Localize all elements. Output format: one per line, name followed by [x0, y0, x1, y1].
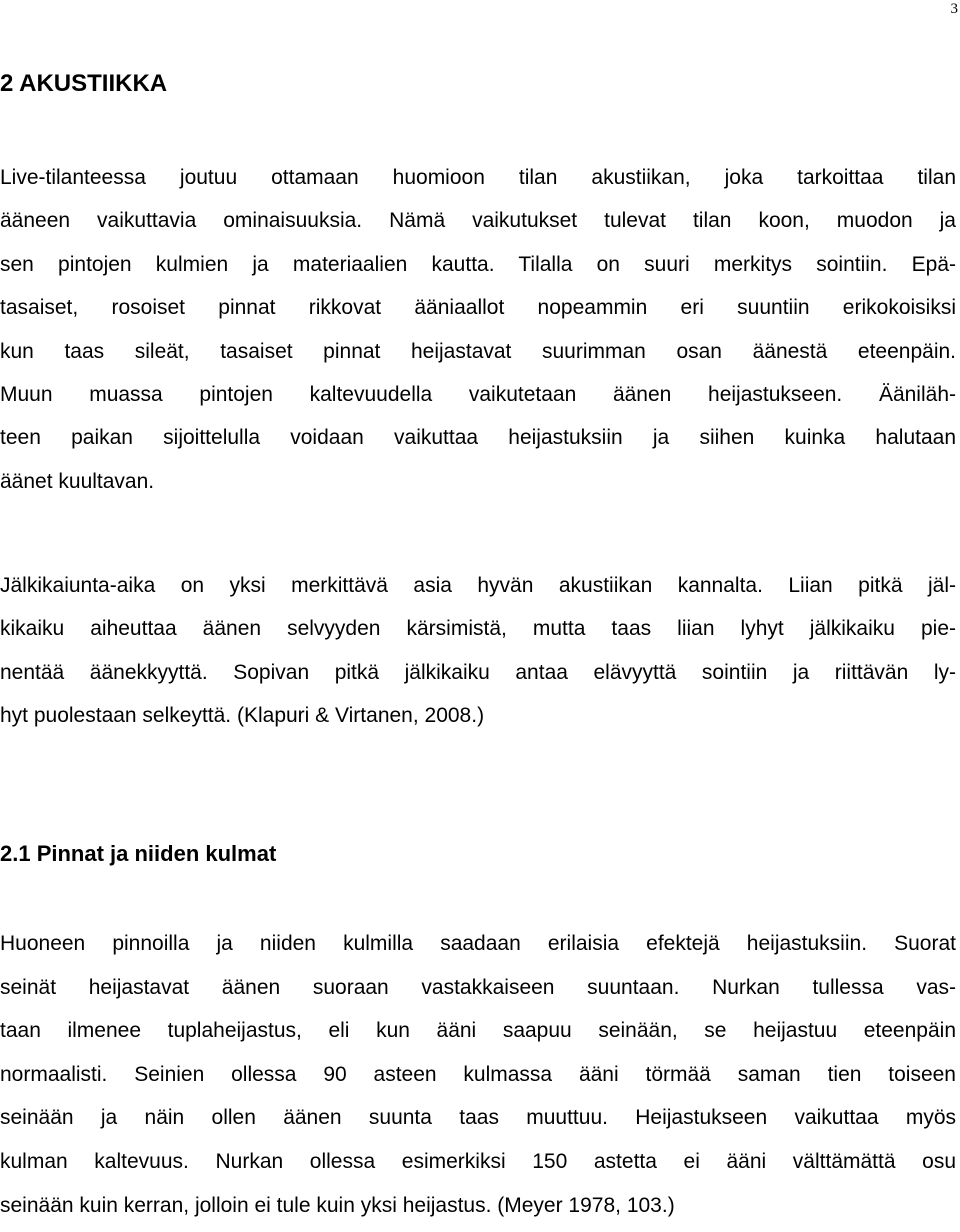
- text-line: seinät heijastavat äänen suoraan vastakkaiseen suuntaan. Nurkan tullessa vas-: [0, 975, 956, 999]
- text-line: normaalisti. Seinien ollessa 90 asteen kulmassa ääni törmää saman tien toiseen: [0, 1062, 956, 1086]
- text-line: seinään kuin kerran, jolloin ei tule kuin yksi heijastus. (Meyer 1978, 103.): [0, 1193, 675, 1217]
- text-line: kulman kaltevuus. Nurkan ollessa esimerkiksi 150 astetta ei ääni välttämättä osu: [0, 1149, 956, 1173]
- text-line: sen pintojen kulmien ja materiaalien kautta. Tilalla on suuri merkitys sointiin. Epä-: [0, 252, 956, 276]
- text-line: taan ilmenee tuplaheijastus, eli kun ääni saapuu seinään, se heijastuu eteenpäin: [0, 1019, 956, 1043]
- text-line: kun taas sileät, tasaiset pinnat heijastavat suurimman osan äänestä eteenpäin.: [0, 339, 956, 363]
- text-line: teen paikan sijoittelulla voidaan vaikuttaa heijastuksiin ja siihen kuinka halutaan: [0, 426, 956, 450]
- text-line: seinään ja näin ollen äänen suunta taas muuttuu. Heijastukseen vaikuttaa myös: [0, 1106, 956, 1130]
- paragraph-reverberation: [0, 564, 956, 738]
- paragraph-surfaces-corners: [0, 922, 956, 1227]
- text-line: nentää äänekkyyttä. Sopivan pitkä jälkikaiku antaa elävyyttä sointiin ja riittävän ly-: [0, 660, 956, 684]
- page-number: 3: [950, 1, 958, 17]
- text-line: tasaiset, rosoiset pinnat rikkovat ääniaallot nopeammin eri suuntiin erikokoisiksi: [0, 296, 956, 320]
- paragraph-acoustics-intro: [0, 156, 956, 503]
- chapter-title: 2 AKUSTIIKKA: [0, 70, 168, 97]
- text-line: kikaiku aiheuttaa äänen selvyyden kärsimistä, mutta taas liian lyhyt jälkikaiku pie-: [0, 617, 956, 641]
- text-line: Huoneen pinnoilla ja niiden kulmilla saadaan erilaisia efektejä heijastuksiin. Suorat: [0, 932, 956, 955]
- text-line: Jälkikaiunta-aika on yksi merkittävä asia hyvän akustiikan kannalta. Liian pitkä jäl-: [0, 574, 956, 597]
- text-line: hyt puolestaan selkeyttä. (Klapuri & Virtanen, 2008.): [0, 704, 485, 728]
- section-title: 2.1 Pinnat ja niiden kulmat: [0, 841, 277, 866]
- text-line: ääneen vaikuttavia ominaisuuksia. Nämä vaikutukset tulevat tilan koon, muodon ja: [0, 209, 956, 233]
- text-line: Live-tilanteessa joutuu ottamaan huomioon tilan akustiikan, joka tarkoittaa tilan: [0, 166, 956, 189]
- text-line: Muun muassa pintojen kaltevuudella vaikutetaan äänen heijastukseen. Ääniläh-: [0, 382, 956, 406]
- text-line: äänet kuultavan.: [0, 469, 155, 493]
